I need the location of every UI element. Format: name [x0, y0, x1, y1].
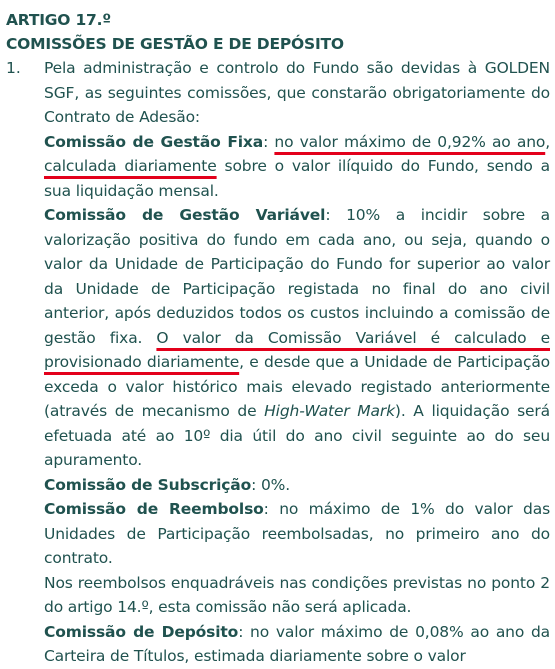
item-number: 1. [6, 59, 21, 77]
fixed-fee-colon: : [263, 132, 275, 151]
fixed-fee-paragraph [44, 130, 550, 204]
deposit-fee-text: no valor máximo de 0,08% ao ano da Carteira de Títulos, estimada diariamente sobre o valor [44, 622, 550, 665]
variable-fee-text-2: , e desde que a Unidade de Participação exceda o valor histórico mais elevado registado anteriormente (através de mecanismo de [44, 353, 551, 420]
redemption-fee-note: Nos reembolsos enquadráveis nas condições previstas no ponto 2 do artigo 14.º, esta comissão não será aplicada. [44, 573, 550, 616]
article-number: ARTIGO 17.º [6, 11, 111, 29]
redemption-fee-text: no máximo de 1% do valor das Unidades de Participação reembolsadas, no primeiro ano do contrato. [44, 500, 550, 567]
redemption-fee-colon: : [263, 500, 280, 518]
deposit-fee-term: Comissão de Depósito [44, 622, 239, 641]
document-page [6, 8, 550, 669]
item-body [44, 56, 550, 669]
fixed-fee-term: Comissão de Gestão Fixa [44, 132, 264, 151]
variable-fee-paragraph [44, 203, 550, 473]
fixed-fee-rest: sobre o valor ilíquido do Fundo, sendo a sua liquidação mensal. [44, 157, 550, 200]
intro-paragraph: Pela administração e controlo do Fundo são devidas à GOLDEN SGF, as seguintes comissões, que constarão obrigatoriamente do Contrato de Adesão: [44, 59, 550, 126]
redemption-fee-term: Comissão de Reembolso [44, 500, 264, 518]
fixed-fee-rate-highlight: no valor máximo de 0,92% ao ano [274, 132, 546, 151]
fixed-fee-daily-highlight: calculada diariamente [44, 157, 217, 175]
deposit-fee-paragraph [44, 620, 550, 669]
deposit-fee-colon: : [238, 622, 251, 641]
variable-fee-highlight: O valor da Comissão Variável é calculado e provisionado diariamente [44, 328, 550, 371]
high-water-mark-term: High-Water Mark [264, 402, 395, 420]
subscription-fee-term: Comissão de Subscrição [44, 475, 252, 494]
list-item [6, 56, 550, 669]
subscription-fee-colon: : [251, 475, 261, 494]
subscription-fee-paragraph [44, 473, 550, 498]
article-title: COMISSÕES DE GESTÃO E DE DEPÓSITO [6, 35, 344, 53]
variable-fee-term: Comissão de Gestão Variável [44, 206, 326, 224]
variable-fee-colon: : [325, 206, 347, 224]
redemption-fee-paragraph [44, 497, 550, 571]
subscription-fee-text: 0%. [260, 475, 291, 494]
fixed-fee-comma: , [545, 132, 550, 151]
variable-fee-text-3: ). A liquidação será efetuada até ao 10º dia útil do ano civil seguinte ao do seu apuramento. [44, 402, 550, 469]
variable-fee-text-1: 10% a incidir sobre a valorização positiva do fundo em cada ano, ou seja, quando o valor da Unidade de Participação do Fundo for superior ao valor da Unidade de Participação registada no final do ano civil anterior, após deduzidos todos os custos incluindo a comissão de gestão fixa. [44, 206, 550, 347]
